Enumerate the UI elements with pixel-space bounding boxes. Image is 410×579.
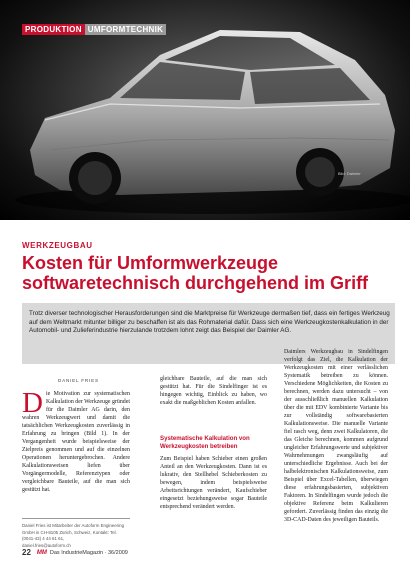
page-footer <box>22 548 128 557</box>
headline-line-2: softwaretechnisch durchgehend im Griff <box>22 273 369 293</box>
lead-text: Trotz diverser technologischer Herausforderungen sind die Marktpreise für Werkzeuge dermaßen tief, dass ein fertiges Werkzeug auf dem Weltmarkt mitunter billiger zu beschaffen ist als das Rohmaterial dafür. Dass sich eine Werkzeugkostenkalkulation in der Automobil- und Zulieferindustrie hierzulande trotzdem lohnt zeigt das Beispiel der Daimler AG. <box>29 310 390 335</box>
article-column-2 <box>160 375 267 407</box>
car-body-photo <box>0 0 410 220</box>
column-2b-text: Zum Beispiel haben Schieber einen großen Anteil an den Werkzeugkosten. Dann ist es lukrativ, den Stellhebel Schieberkosten zu bewegen, indem beispielsweise Arbeitsrichtungen verändert, Kaufschieber eingesetzt beziehungsweise sogar Bauteile entsprechend verändert werden. <box>160 456 267 510</box>
author-byline: DANIEL FRIES <box>58 378 99 383</box>
column-3-text: Daimlers Werkzeugbau in Sindelfingen verfolgt das Ziel, die Kalkulation der Werkzeugkosten mit einer verlässlichen Systematik betreiben zu können. Verschiedene Möglichkeiten, die Kosten zu berechnen, werden dazu untersucht – von der ausschließlich manuellen Kalkulation über die mit EDV kombinierte Variante bis zur vollständig softwarebasierten Kalkulationsweise. Die manuelle Variante fiel rasch weg, denn zwei Kalkulatoren, die das Gleiche berechnen, kommen aufgrund ungleicher Erfahrungswerte und subjektiver Wahrnehmungen zwangsläufig auf unterschiedliche Ergebnisse. Auch bei der halbelektronischen Kalkulationsweise, zum Beispiel über Excel-Tabellen, überwiegen diese erfahrungsbasierten, subjektiven Faktoren. In Sindelfingen wurde jedoch die objektive Referenz beim Kalkulieren gefordert. Zuverlässig finden das einzig die 3D-CAD-Daten des jeweiligen Bauteils. <box>284 349 388 523</box>
article-column-1 <box>22 387 130 494</box>
author-bio-text: Daniel Fries ist Mitarbeiter der Autoform Engineering GmbH in CH-8105 Zürich, Schweiz, Kontakt: Tel. (0041-43) 4 44 61 61, <box>22 523 125 541</box>
section-tag <box>22 24 166 35</box>
magazine-logo: MM <box>36 549 47 556</box>
column-1-text: ie Motivation zur systematischen Kalkulation der Werkzeuge gründet für die Daimler AG darin, den wahren Werkzeugwert und damit die tatsächlichen Werkzeugkosten zuverlässig in Erfahrung zu bringen (Bild 1). In der Vergangenheit wurde beispielsweise der Zielpreis genommen und auf die einzelnen Operationen heruntergebrochen. Andere Kalkulationsweisen liefen über Vorgängermodelle, Referenztypen oder vergleichbare Bauteile, auf die man sich gestützt hat. <box>22 391 130 493</box>
author-bio <box>22 518 130 549</box>
photo-credit: Bild: Daimler <box>338 171 361 176</box>
headline-line-1: Kosten für Umformwerkzeuge <box>22 253 279 273</box>
magazine-issue: Das IndustrieMagazin · 36/2009 <box>49 549 128 556</box>
article-subheading: Systematische Kalkulation von Werkzeugkosten betreiben <box>160 435 250 450</box>
section-label: PRODUKTION <box>22 24 85 35</box>
subsection-label: UMFORMTECHNIK <box>85 24 166 35</box>
article-kicker: WERKZEUGBAU <box>22 241 93 250</box>
article-headline <box>22 253 402 293</box>
author-email[interactable]: daniel.fries@autoform.ch <box>22 542 71 548</box>
article-column-2b <box>160 455 267 511</box>
dropcap: D <box>22 387 43 419</box>
page-number: 22 <box>22 548 31 557</box>
column-2-text: gleichbare Bauteile, auf die man sich gestützt hat. Für die Sindelfinger ist es hingegen wichtig, Einblick zu haben, wo exakt die maßgeblichen Kosten anfallen. <box>160 376 267 406</box>
article-column-3 <box>284 348 388 524</box>
